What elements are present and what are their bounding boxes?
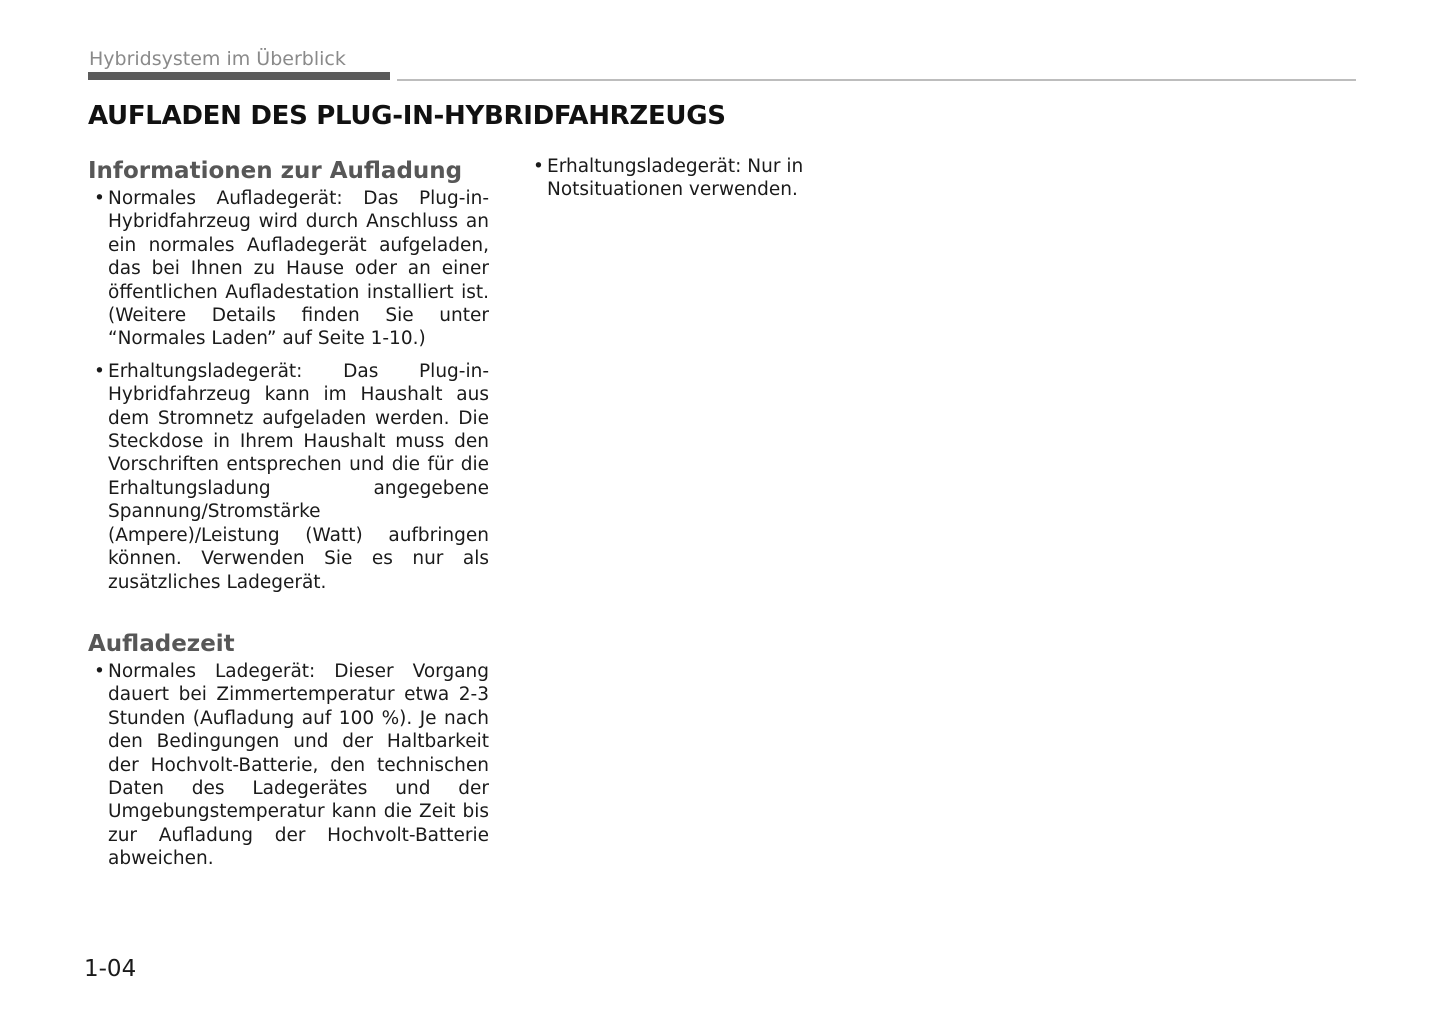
bullet-icon: • bbox=[533, 156, 544, 177]
list-item bbox=[527, 155, 927, 202]
page-number: 1-04 bbox=[84, 956, 137, 982]
section-heading: Aufladezeit bbox=[88, 630, 235, 657]
bullet-list bbox=[88, 187, 489, 594]
left-column bbox=[88, 155, 489, 871]
list-item bbox=[88, 360, 489, 594]
section-heading: Informationen zur Aufladung bbox=[88, 158, 463, 184]
section-charging-time bbox=[88, 628, 489, 871]
section-spacer bbox=[88, 594, 489, 628]
list-item-text: Normales Ladegerät: Dieser Vorgang dauert bei Zimmertemperatur etwa 2-3 Stunden (Aufladung auf 100 %). Je nach den Bedingungen und der Haltbarkeit der Hochvolt-Batterie, den technischen Daten des Ladegerätes und der Umgebungstemperatur kann die Zeit bis zur Aufladung der Hochvolt-Batterie abweichen. bbox=[108, 660, 489, 870]
header-accent-bar bbox=[88, 72, 390, 80]
list-item bbox=[88, 187, 489, 351]
list-item bbox=[88, 660, 489, 871]
section-charging-info bbox=[88, 155, 489, 594]
header-section-label: Hybridsystem im Überblick bbox=[89, 48, 346, 70]
right-column bbox=[527, 155, 927, 202]
bullet-list bbox=[527, 155, 927, 202]
bullet-icon: • bbox=[94, 360, 105, 382]
page-title: AUFLADEN DES PLUG-IN-HYBRIDFAHRZEUGS bbox=[88, 101, 726, 131]
bullet-icon: • bbox=[94, 660, 105, 682]
bullet-icon: • bbox=[94, 188, 105, 209]
bullet-list bbox=[88, 660, 489, 871]
list-item-text: Normales Aufladegerät: Das Plug-in-Hybridfahrzeug wird durch Anschluss an ein normales Aufladegerät aufgeladen, das bei Ihnen zu Hause oder an einer öffentlichen Aufladestation installiert ist. (Weitere Details finden Sie unter “Normales Laden” auf Seite 1-10.) bbox=[108, 188, 489, 350]
header-rule bbox=[397, 79, 1356, 81]
running-header bbox=[88, 48, 1356, 84]
list-item-text: Erhaltungsladegerät: Nur in Notsituationen verwenden. bbox=[547, 156, 804, 201]
list-item-text: Erhaltungsladegerät: Das Plug-in-Hybridfahrzeug kann im Haushalt aus dem Stromnetz aufgeladen werden. Die Steckdose in Ihrem Haushalt muss den Vorschriften entsprechen und die für die Erhaltungsladung angegebene Spannung/Stromstärke (Ampere)/Leistung (Watt) aufbringen können. Verwenden Sie es nur als zusätzliches Ladegerät. bbox=[108, 360, 489, 593]
